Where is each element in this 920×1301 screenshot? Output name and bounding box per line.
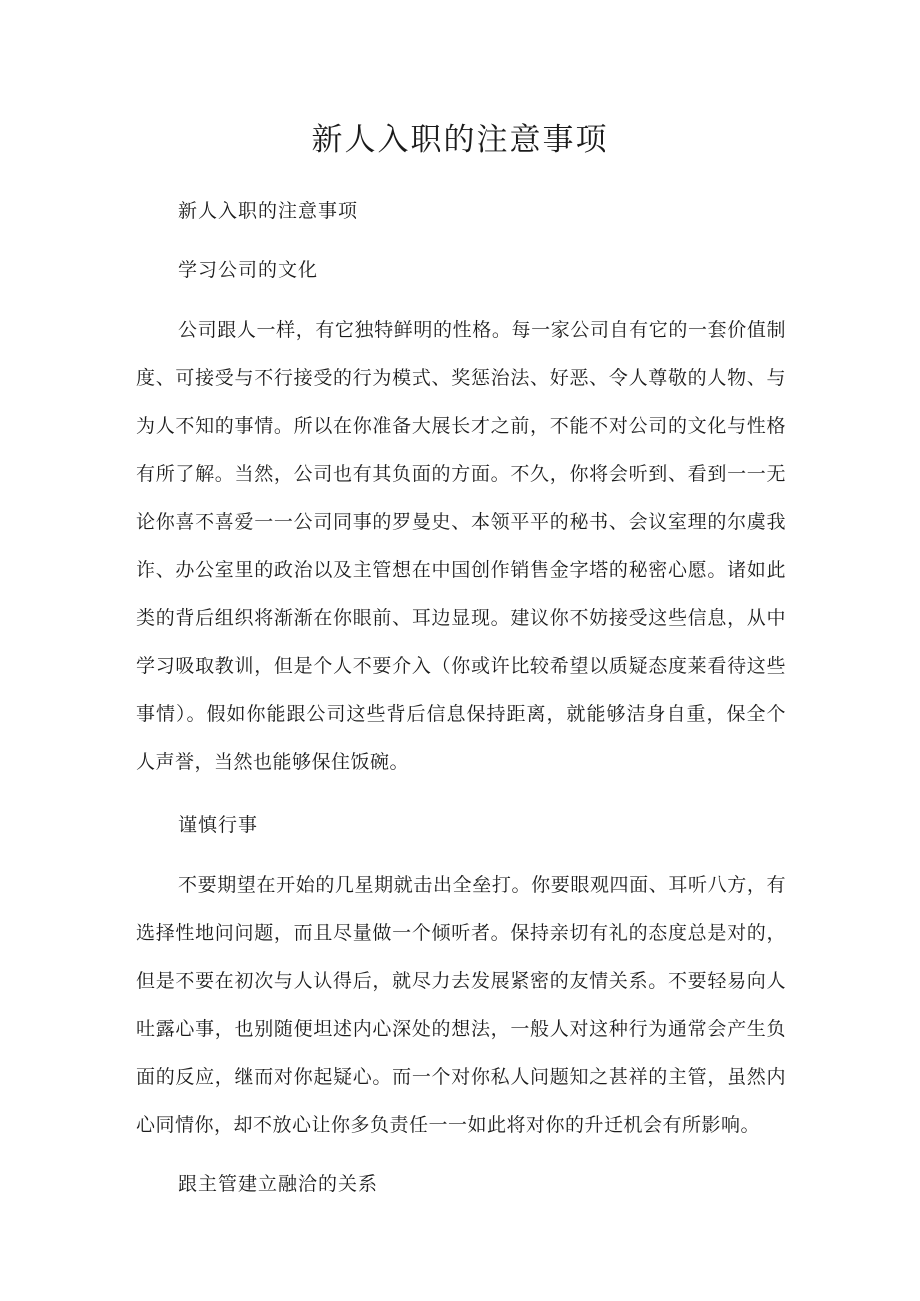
section-body-caution: 不要期望在开始的几星期就击出全垒打。你要眼观四面、耳听八方，有选择性地问问题，而且尽量做一个倾听者。保持亲切有礼的态度总是对的，但是不要在初次与人认得后，就尽力去发展紧密的友情关系。不要轻易向人吐露心事，也别随便坦述内心深处的想法，一般人对这种行为通常会产生负面的反应，继而对你起疑心。而一个对你私人问题知之甚祥的主管，虽然内心同情你，却不放心让你多负责任一一如此将对你的升迁机会有所影响。 — [136, 874, 786, 1136]
document-subtitle: 新人入职的注意事项 — [178, 200, 359, 222]
document-title: 新人入职的注意事项 — [311, 122, 609, 158]
section-heading-supervisor: 跟主管建立融洽的关系 — [178, 1173, 379, 1195]
section-heading-caution: 谨慎行事 — [178, 814, 259, 836]
section-body-culture: 公司跟人一样，有它独特鲜明的性格。每一家公司自有它的一套价值制度、可接受与不行接受的行为模式、奖惩治法、好恶、令人尊敬的人物、与为人不知的事情。所以在你准备大展长才之前，不能不对公司的文化与性格有所了解。当然，公司也有其负面的方面。不久，你将会听到、看到一一无论你喜不喜爱一一公司同事的罗曼史、本领平平的秘书、会议室理的尔虞我诈、办公室里的政治以及主管想在中国创作销售金字塔的秘密心愿。诸如此类的背后组织将渐渐在你眼前、耳边显现。建议你不妨接受这些信息，从中学习吸取教训，但是个人不要介入（你或许比较希望以质疑态度莱看待这些事情）。假如你能跟公司这些背后信息保持距离，就能够洁身自重，保全个人声誉，当然也能够保住饭碗。 — [136, 319, 786, 773]
section-heading-culture: 学习公司的文化 — [178, 259, 319, 281]
